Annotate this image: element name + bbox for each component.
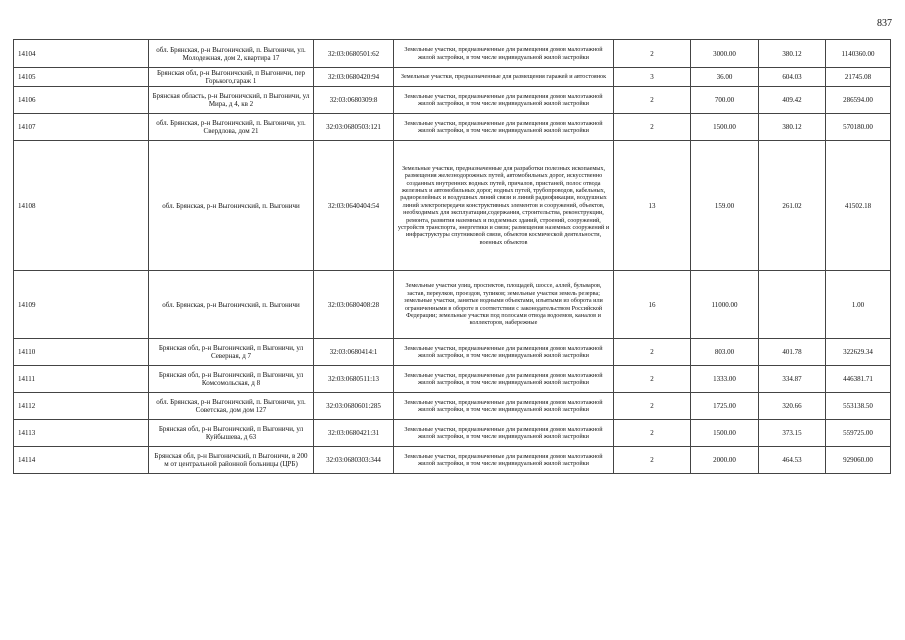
group-cell: 13 (614, 141, 691, 271)
address-cell: обл. Брянская, р-н Выгоничский, п. Выгоничи (149, 271, 314, 339)
row-number: 14108 (14, 141, 149, 271)
land-use-cell: Земельные участки, предназначенные для размещения домов малоэтажной жилой застройки, в том числе индивидуальной жилой застройки (394, 114, 614, 141)
area-cell: 1500.00 (691, 114, 759, 141)
cadastral-value-cell: 929060.00 (826, 447, 891, 474)
cadastral-value-cell: 559725.00 (826, 420, 891, 447)
cadastral-value-cell: 553138.50 (826, 393, 891, 420)
row-number: 14112 (14, 393, 149, 420)
row-number: 14110 (14, 339, 149, 366)
cadastral-number-cell: 32:03:0680601:285 (314, 393, 394, 420)
group-cell: 2 (614, 339, 691, 366)
row-number: 14114 (14, 447, 149, 474)
specific-value-cell: 334.87 (759, 366, 826, 393)
address-cell: Брянская обл, р-н Выгоничский, п Выгоничи, ул Комсомольская, д 8 (149, 366, 314, 393)
cadastral-number-cell: 32:03:0680303:344 (314, 447, 394, 474)
land-use-cell: Земельные участки, предназначенные для размещения домов малоэтажной жилой застройки, в том числе индивидуальной жилой застройки (394, 366, 614, 393)
table-row (14, 68, 891, 87)
address-cell: обл. Брянская, р-н Выгоничский, п. Выгоничи (149, 141, 314, 271)
land-use-cell: Земельные участки, предназначенные для размещения гаражей и автостоянок (394, 68, 614, 87)
group-cell: 2 (614, 447, 691, 474)
group-cell: 16 (614, 271, 691, 339)
cadastral-value-cell: 286594.00 (826, 87, 891, 114)
cadastral-number-cell: 32:03:0680421:31 (314, 420, 394, 447)
table-row (14, 271, 891, 339)
area-cell: 700.00 (691, 87, 759, 114)
area-cell: 3000.00 (691, 40, 759, 68)
specific-value-cell: 464.53 (759, 447, 826, 474)
row-number: 14105 (14, 68, 149, 87)
specific-value-cell (759, 271, 826, 339)
land-use-cell: Земельные участки, предназначенные для размещения домов малоэтажной жилой застройки, в том числе индивидуальной жилой застройки (394, 87, 614, 114)
row-number: 14107 (14, 114, 149, 141)
address-cell: обл. Брянская, р-н Выгоничский, п. Выгоничи, ул. Свердлова, дом 21 (149, 114, 314, 141)
specific-value-cell: 401.78 (759, 339, 826, 366)
page-number: 837 (877, 18, 892, 29)
area-cell: 1725.00 (691, 393, 759, 420)
table-row (14, 40, 891, 68)
cadastral-value-cell: 446381.71 (826, 366, 891, 393)
area-cell: 1333.00 (691, 366, 759, 393)
specific-value-cell: 261.02 (759, 141, 826, 271)
table-row (14, 141, 891, 271)
specific-value-cell: 380.12 (759, 114, 826, 141)
cadastral-value-cell: 1140360.00 (826, 40, 891, 68)
row-number: 14113 (14, 420, 149, 447)
row-number: 14104 (14, 40, 149, 68)
address-cell: Брянская обл, р-н Выгоничский, п Выгоничи, пер Горького,гараж 1 (149, 68, 314, 87)
row-number: 14111 (14, 366, 149, 393)
row-number: 14109 (14, 271, 149, 339)
table-row (14, 339, 891, 366)
group-cell: 2 (614, 420, 691, 447)
address-cell: Брянская обл, р-н Выгоничский, п Выгоничи, в 200 м от центральной районной больницы (ЦРБ) (149, 447, 314, 474)
cadastral-value-cell: 570180.00 (826, 114, 891, 141)
land-use-cell: Земельные участки, предназначенные для размещения домов малоэтажной жилой застройки, в том числе индивидуальной жилой застройки (394, 447, 614, 474)
specific-value-cell: 409.42 (759, 87, 826, 114)
address-cell: Брянская область, р-н Выгоничский, п Выгоничи, ул Мира, д 4, кв 2 (149, 87, 314, 114)
cadastral-value-table (13, 39, 891, 474)
address-cell: Брянская обл, р-н Выгоничский, п Выгоничи, ул Куйбышева, д 63 (149, 420, 314, 447)
cadastral-number-cell: 32:03:0680309:8 (314, 87, 394, 114)
specific-value-cell: 380.12 (759, 40, 826, 68)
land-use-cell: Земельные участки, предназначенные для размещения домов малоэтажной жилой застройки, в том числе индивидуальной жилой застройки (394, 339, 614, 366)
table-row (14, 420, 891, 447)
cadastral-value-cell: 322629.34 (826, 339, 891, 366)
cadastral-number-cell: 32:03:0680503:121 (314, 114, 394, 141)
table-row (14, 87, 891, 114)
specific-value-cell: 373.15 (759, 420, 826, 447)
group-cell: 2 (614, 114, 691, 141)
address-cell: Брянская обл, р-н Выгоничский, п Выгоничи, ул Северная, д 7 (149, 339, 314, 366)
group-cell: 2 (614, 366, 691, 393)
land-use-cell: Земельные участки, предназначенные для размещения домов малоэтажной жилой застройки, в том числе индивидуальной жилой застройки (394, 393, 614, 420)
land-use-cell: Земельные участки улиц, проспектов, площадей, шоссе, аллей, бульваров, застав, переулков, проездов, тупиков; земельные участки земель резерва; земельные участки, занятые водными объектами, изъятыми из оборота или ограниченными в обороте в соответствии с законодательством Российской Федерации; земельные участки под полосами отвода водоемов, каналов и коллекторов, набережные (394, 271, 614, 339)
area-cell: 1500.00 (691, 420, 759, 447)
area-cell: 803.00 (691, 339, 759, 366)
cadastral-number-cell: 32:03:0680408:28 (314, 271, 394, 339)
land-use-cell: Земельные участки, предназначенные для разработки полезных ископаемых, размещения железнодорожных путей, автомобильных дорог, искусственно созданных внутренних водных путей, причалов, пристаней, полос отвода железных и автомобильных дорог, водных путей, трубопроводов, кабельных, радиорелейных и воздушных линий связи и линий радиофикации, воздушных линий электропередачи конструктивных элементов и сооружений, объектов, необходимых для эксплуатации,содержания, строительства, реконструкции, ремонта, развития наземных и подземных зданий, строений, сооружений, устройств транспорта, энергетики и связи; размещения наземных сооружений и инфраструктуры спутниковой связи, объектов космической деятельности, военных объектов (394, 141, 614, 271)
cadastral-value-cell: 21745.08 (826, 68, 891, 87)
land-use-cell: Земельные участки, предназначенные для размещения домов малоэтажной жилой застройки, в том числе индивидуальной жилой застройки (394, 40, 614, 68)
table-row (14, 393, 891, 420)
area-cell: 2000.00 (691, 447, 759, 474)
area-cell: 159.00 (691, 141, 759, 271)
group-cell: 2 (614, 87, 691, 114)
land-use-cell: Земельные участки, предназначенные для размещения домов малоэтажной жилой застройки, в том числе индивидуальной жилой застройки (394, 420, 614, 447)
group-cell: 2 (614, 40, 691, 68)
cadastral-number-cell: 32:03:0680511:13 (314, 366, 394, 393)
address-cell: обл. Брянская, р-н Выгоничский, п. Выгоничи, ул. Молодежная, дом 2, квартира 17 (149, 40, 314, 68)
table-row (14, 114, 891, 141)
cadastral-value-cell: 41502.18 (826, 141, 891, 271)
cadastral-number-cell: 32:03:0680420:94 (314, 68, 394, 87)
table-row (14, 447, 891, 474)
cadastral-value-cell: 1.00 (826, 271, 891, 339)
row-number: 14106 (14, 87, 149, 114)
area-cell: 36.00 (691, 68, 759, 87)
specific-value-cell: 320.66 (759, 393, 826, 420)
group-cell: 2 (614, 393, 691, 420)
cadastral-number-cell: 32:03:0680414:1 (314, 339, 394, 366)
area-cell: 11000.00 (691, 271, 759, 339)
table-row (14, 366, 891, 393)
group-cell: 3 (614, 68, 691, 87)
specific-value-cell: 604.03 (759, 68, 826, 87)
cadastral-number-cell: 32:03:0680501:62 (314, 40, 394, 68)
address-cell: обл. Брянская, р-н Выгоничский, п. Выгоничи, ул. Советская, дом дом 127 (149, 393, 314, 420)
cadastral-number-cell: 32:03:0640404:54 (314, 141, 394, 271)
